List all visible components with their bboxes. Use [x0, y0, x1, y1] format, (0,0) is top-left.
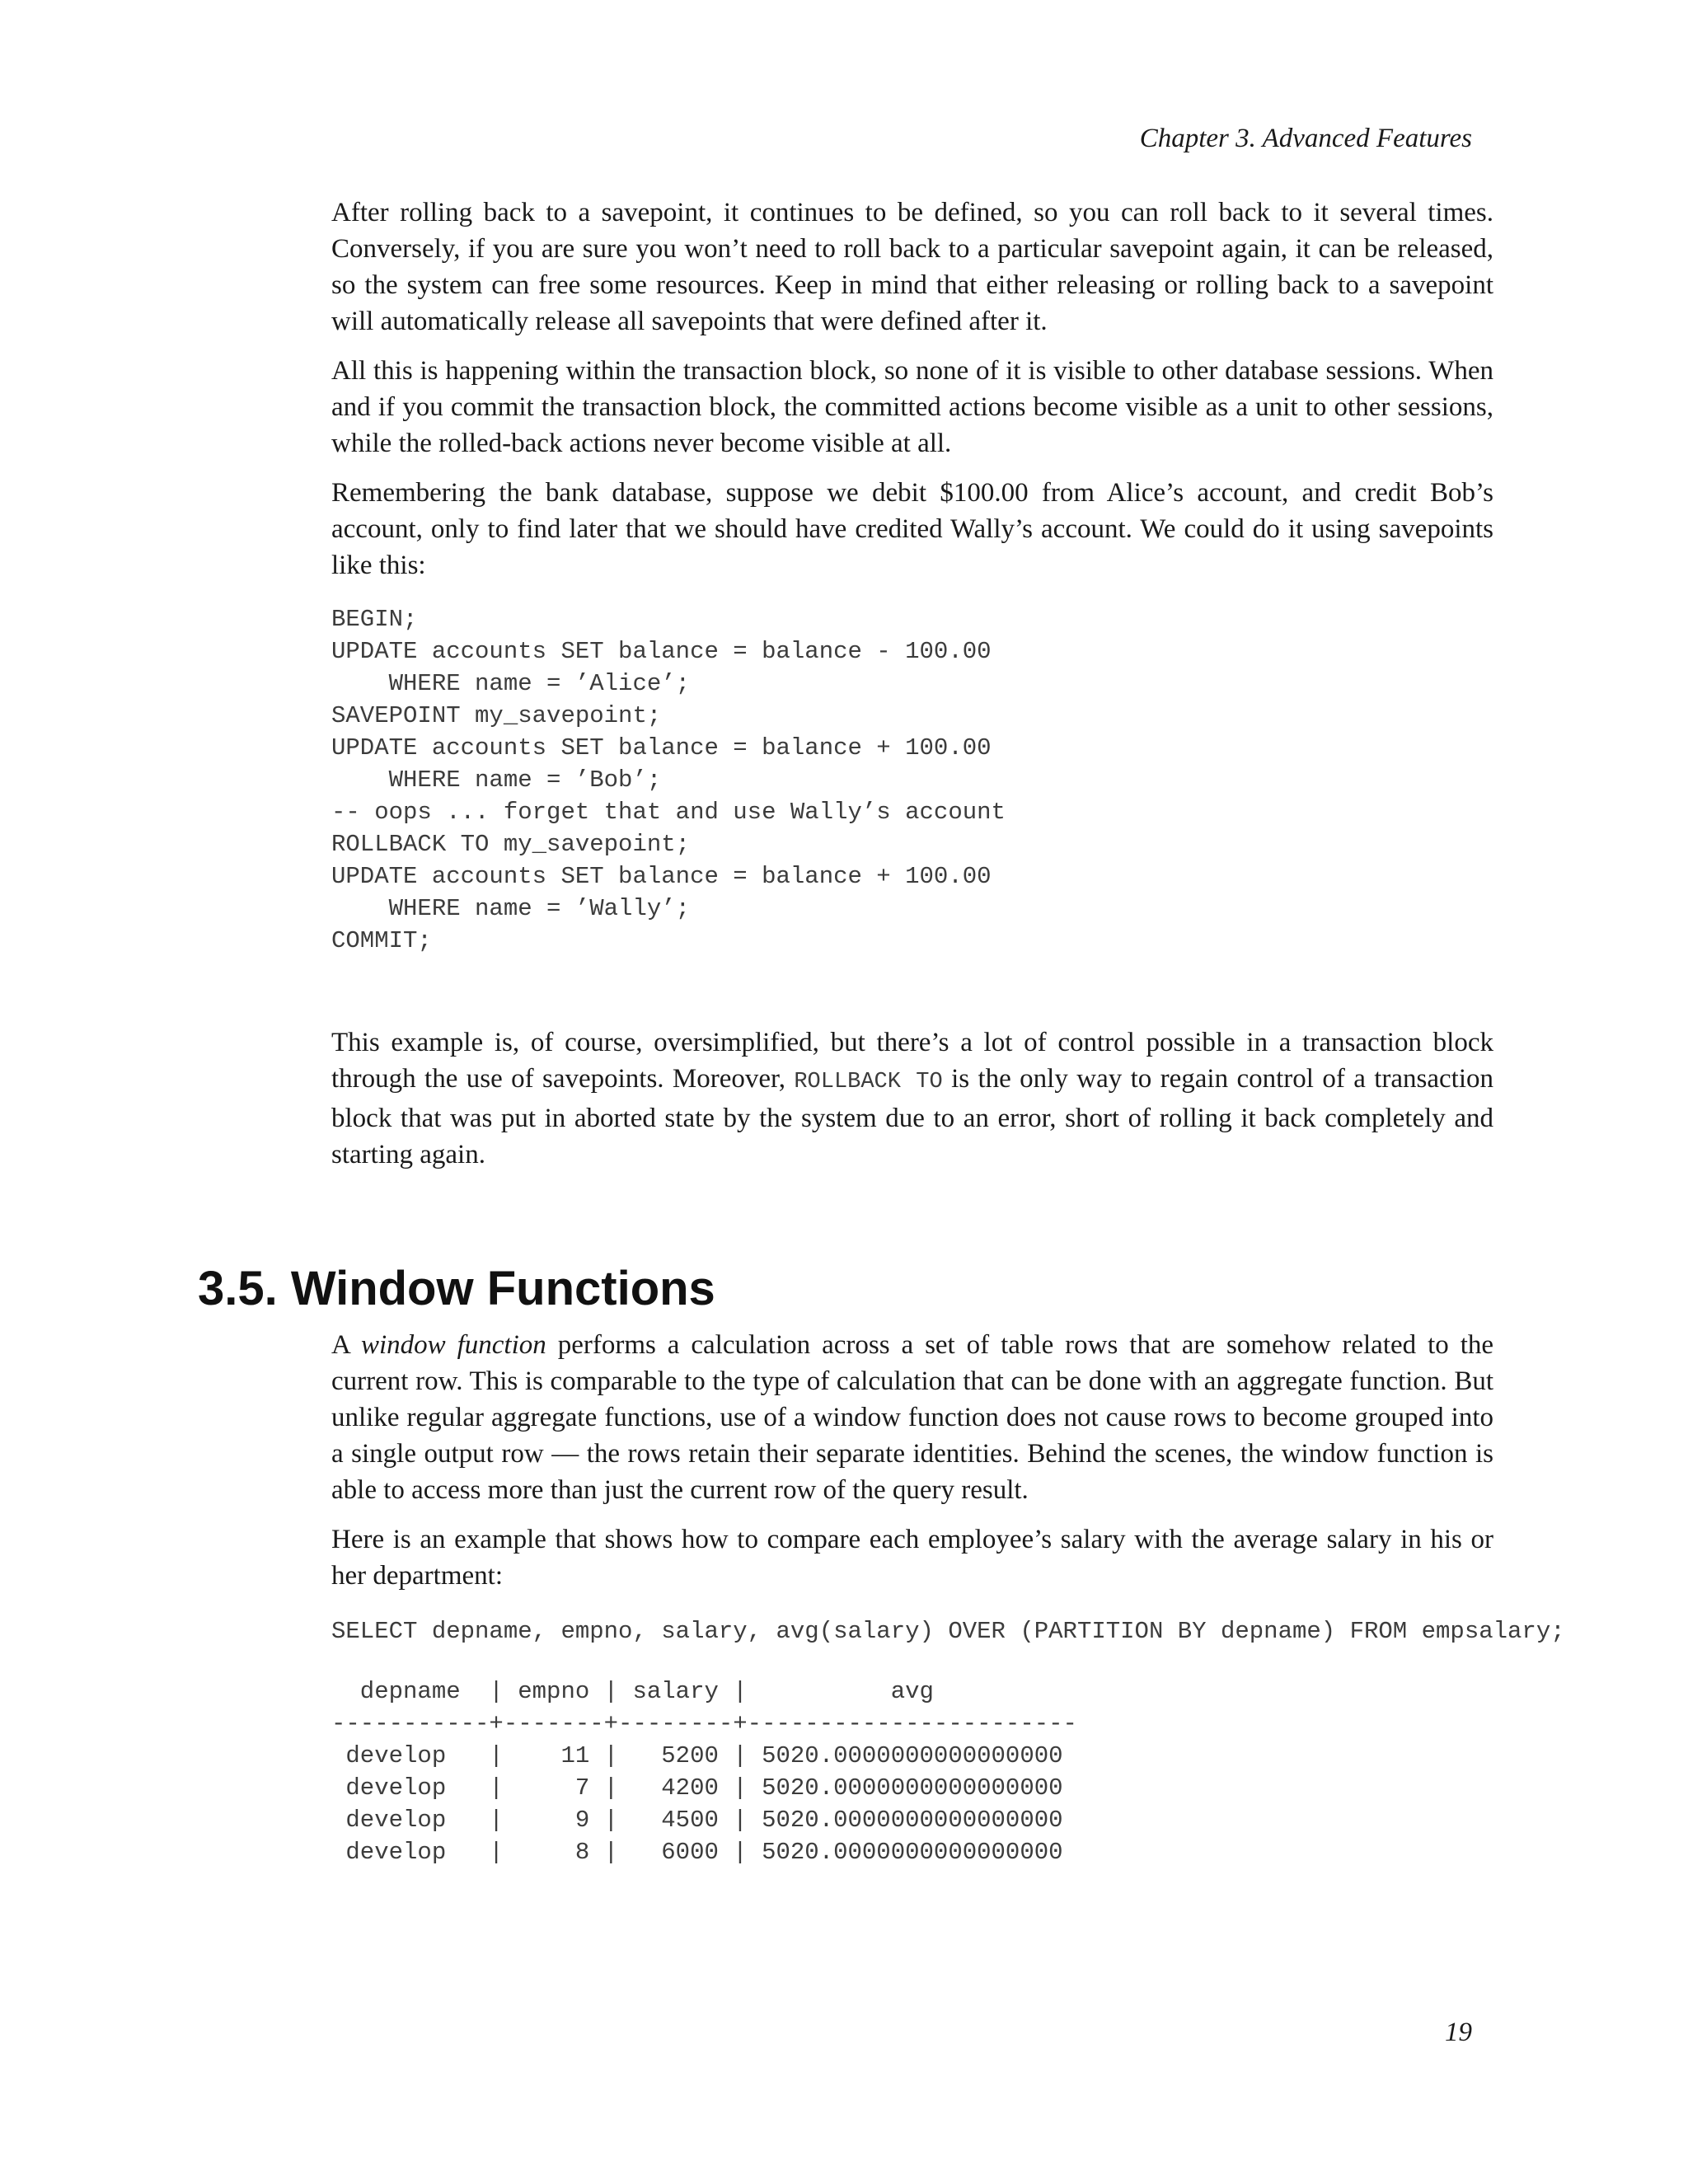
paragraph-bank-example: Remembering the bank database, suppose we debit $100.00 from Alice’s account, and credit Bob’s account, only to find later that we should have credited Wally’s account. We could do it using savepoints like this:: [331, 478, 1493, 580]
section-heading: 3.5. Window Functions: [198, 1262, 715, 1315]
paragraph-salary-example: Here is an example that shows how to compare each employee’s salary with the average salary in his or her department:: [331, 1525, 1493, 1591]
text-segment: performs a calculation across a set of table rows that are somehow related to the current row. This is comparable to the type of calculation that can be done with an aggregate function. But unlike regular aggregate functions, use of a window function does not cause rows to become grouped into a single output row — the rows retain their separate identities. Behind the scenes, the window function is able to access more than just the current row of the query result.: [331, 1330, 1494, 1505]
paragraph-window-function-definition: [331, 1327, 1493, 1508]
intro-text-block: [331, 194, 1493, 597]
window-functions-text-block: [331, 1327, 1493, 1607]
text-segment: A: [331, 1330, 361, 1360]
query-code-block: [331, 1615, 1650, 1647]
page-number: 19: [1445, 2018, 1472, 2047]
text-segment: This example is, of course, oversimplified, but there’s a lot of control possible in a transaction block through the use of savepoints. Moreover,: [331, 1028, 1493, 1094]
result-code-block: [331, 1675, 1493, 1868]
code-listing-result-table: depname | empno | salary | avg -----------+-------+--------+----------------------- develop | 11 | 5200 | 5020.0000000000000000 develop | 7 | 4200 | 5020.0000000000000000 develop | 9 | 4500 | 5020.0000000000000000 develop | 8 | 6000 | 5020.0000000000000000: [331, 1678, 1077, 1866]
code-listing-query: SELECT depname, empno, salary, avg(salary) OVER (PARTITION BY depname) FROM empsalary;: [331, 1618, 1565, 1645]
text-segment: is the only way to regain control of a transaction block that was put in aborted state by the system due to an error, short of rolling it back completely and starting again.: [331, 1064, 1494, 1169]
inline-code-rollback-to: ROLLBACK TO: [794, 1070, 943, 1094]
paragraph-savepoint-release: After rolling back to a savepoint, it continues to be defined, so you can roll back to it several times. Conversely, if you are sure you won’t need to roll back to a particular savepoint again, it can be released, so the system can free some resources. Keep in mind that either releasing or rolling back to a savepoint will automatically release all savepoints that were defined after it.: [331, 198, 1493, 336]
after-code-text-block: [331, 1024, 1493, 1186]
paragraph-rollback-to: [331, 1024, 1493, 1173]
running-header: Chapter 3. Advanced Features: [1139, 124, 1472, 153]
paragraph-transaction-visibility: All this is happening within the transaction block, so none of it is visible to other database sessions. When and if you commit the transaction block, the committed actions become visible as a unit to other sessions, while the rolled-back actions never become visible at all.: [331, 356, 1493, 458]
term-window-function: window function: [360, 1330, 546, 1360]
code-listing-savepoint: BEGIN; UPDATE accounts SET balance = balance - 100.00 WHERE name = ’Alice’; SAVEPOINT my_savepoint; UPDATE accounts SET balance = balance + 100.00 WHERE name = ’Bob’; -- oops ... forget that and use Wally’s account ROLLBACK TO my_savepoint; UPDATE accounts SET balance = balance + 100.00 WHERE name = ’Wally’; COMMIT;: [331, 606, 1006, 954]
savepoint-code-block: [331, 603, 1493, 957]
